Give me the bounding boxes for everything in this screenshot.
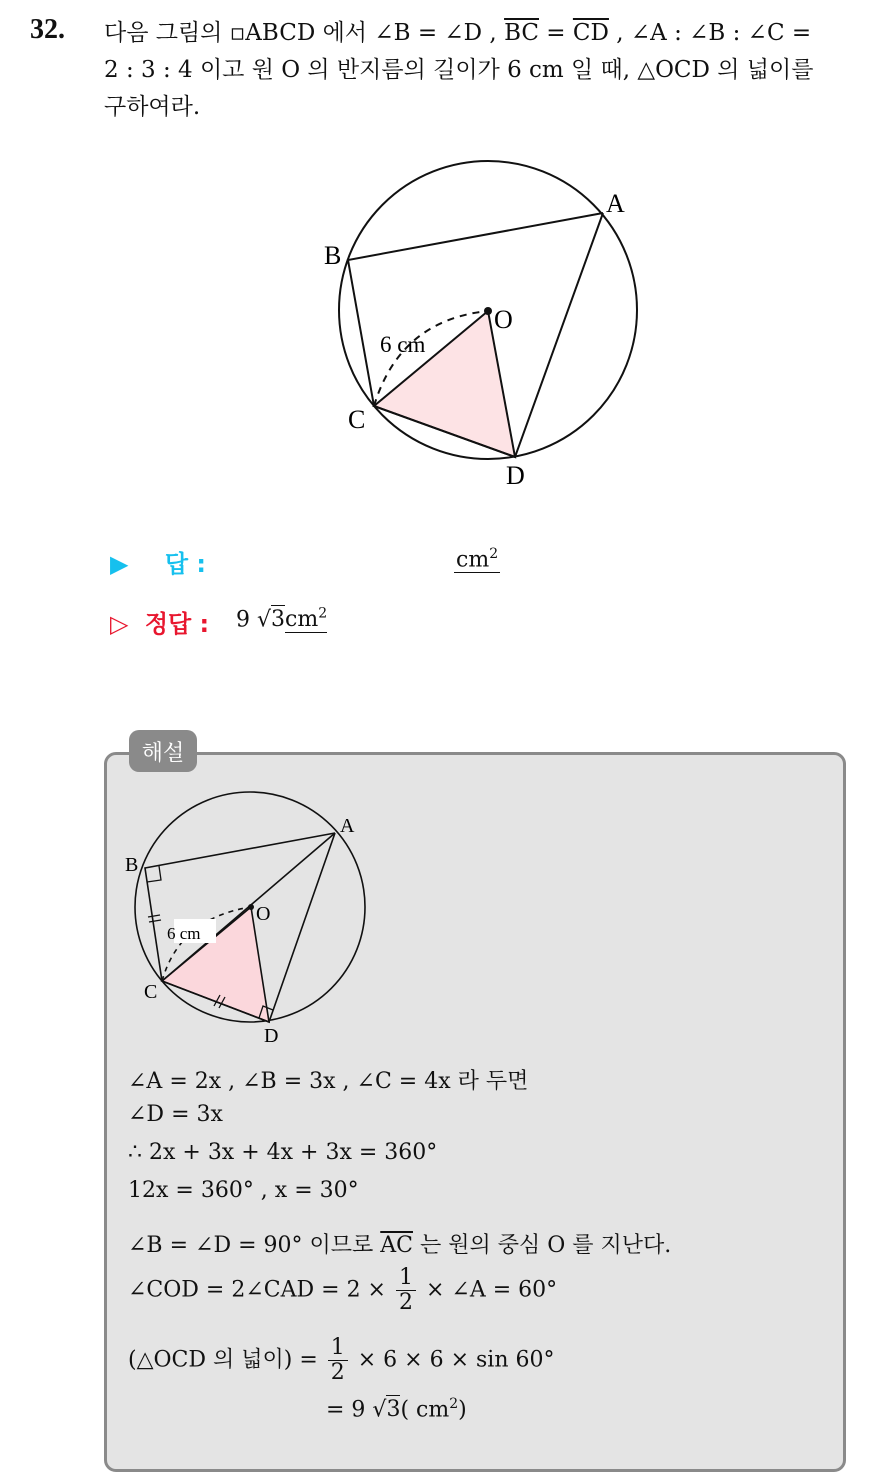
solution-label-c: C bbox=[144, 981, 158, 1003]
key-row bbox=[110, 604, 209, 639]
answer-unit-sup: 2 bbox=[489, 546, 499, 562]
solution-label-a: A bbox=[340, 815, 355, 837]
question-line-1-end: , ∠A : ∠B : ∠C = bbox=[608, 20, 812, 46]
solution-line-5-end: 는 원의 중심 O 를 지난다. bbox=[412, 1233, 672, 1258]
solution-label-o: O bbox=[256, 903, 271, 925]
center-point bbox=[484, 307, 492, 315]
solution-line-8-unit: ( cm bbox=[400, 1397, 450, 1423]
answer-label: 답 : bbox=[164, 550, 206, 578]
solution-line-6-start: ∠COD = 2∠CAD = 2 × bbox=[128, 1277, 393, 1303]
main-figure bbox=[310, 150, 670, 495]
label-c: C bbox=[348, 405, 366, 434]
answer-unit-blank[interactable] bbox=[454, 546, 500, 573]
segment-bc: $\overline{BC}$ bbox=[504, 20, 539, 46]
solution-line-8-close: ) bbox=[458, 1397, 467, 1423]
solution-label-radius: 6 cm bbox=[167, 924, 201, 943]
segment-cd: $\overline{CD}$ bbox=[572, 20, 609, 46]
question-line-1 bbox=[104, 15, 864, 52]
solution-line-7 bbox=[128, 1336, 555, 1385]
label-o: O bbox=[494, 305, 513, 334]
fraction-half-2 bbox=[328, 1336, 348, 1385]
label-radius: 6 cm bbox=[380, 332, 426, 357]
solution-line-7-start: (△OCD 의 넓이) = bbox=[128, 1347, 325, 1373]
equals-sign: = bbox=[539, 20, 573, 46]
solution-line-5-start: ∠B = ∠D = 90° 이므로 bbox=[128, 1233, 381, 1258]
solution-label-d: D bbox=[264, 1025, 279, 1047]
fraction-2-numerator: 1 bbox=[328, 1336, 348, 1361]
right-angle-mark-b bbox=[147, 866, 161, 882]
fraction-1-denominator: 2 bbox=[399, 1290, 413, 1315]
label-a: A bbox=[606, 189, 625, 218]
outline-play-icon: ▷ bbox=[110, 610, 129, 638]
question-text bbox=[104, 15, 864, 126]
key-value-coef: 9 √ bbox=[236, 607, 272, 633]
label-b: B bbox=[324, 241, 342, 270]
key-value bbox=[236, 606, 327, 632]
key-unit bbox=[285, 607, 327, 633]
solution-line-5 bbox=[128, 1228, 671, 1259]
segment-ac: $\overline{AC}$ bbox=[380, 1233, 413, 1258]
question-line-3: 구하여라. bbox=[104, 94, 201, 120]
key-value-radicand: 3 bbox=[271, 607, 286, 633]
key-label: 정답 : bbox=[144, 610, 210, 638]
solution-line-8-sup: 2 bbox=[449, 1396, 459, 1412]
solution-line-1: ∠A = 2x , ∠B = 3x , ∠C = 4x 라 두면 bbox=[128, 1069, 529, 1094]
solution-tab: 해설 bbox=[129, 730, 197, 772]
fraction-1-numerator: 1 bbox=[396, 1266, 416, 1291]
answer-row bbox=[110, 544, 206, 579]
question-line-1-start: 다음 그림의 ▫ABCD 에서 ∠B = ∠D , bbox=[104, 20, 505, 46]
solution-figure bbox=[114, 782, 384, 1052]
solution-line-2: ∠D = 3x bbox=[128, 1102, 223, 1127]
solution-line-6 bbox=[128, 1266, 557, 1315]
answer-unit: cm bbox=[456, 547, 490, 573]
fraction-half-1 bbox=[396, 1266, 416, 1315]
solution-line-4: 12x = 360° , x = 30° bbox=[128, 1178, 359, 1203]
key-unit-text: cm bbox=[285, 607, 319, 633]
key-unit-sup: 2 bbox=[318, 606, 328, 622]
solution-line-8-radicand: 3 bbox=[386, 1397, 401, 1423]
solution-line-8 bbox=[326, 1396, 467, 1422]
tick-bc-2 bbox=[149, 920, 161, 922]
tick-bc-1 bbox=[148, 915, 160, 917]
question-number: 32. bbox=[30, 14, 65, 45]
solution-line-7-end: × 6 × 6 × sin 60° bbox=[350, 1347, 555, 1373]
label-d: D bbox=[506, 461, 525, 490]
solution-label-b: B bbox=[125, 854, 139, 876]
solution-line-6-end: × ∠A = 60° bbox=[419, 1277, 558, 1303]
solution-line-8-start: = 9 √ bbox=[326, 1397, 387, 1423]
solution-center-point bbox=[248, 904, 254, 910]
fraction-2-denominator: 2 bbox=[330, 1360, 345, 1385]
play-icon: ▶ bbox=[110, 550, 129, 578]
solution-line-3: ∴ 2x + 3x + 4x + 3x = 360° bbox=[128, 1140, 438, 1165]
question-line-2: 2 : 3 : 4 이고 원 O 의 반지름의 길이가 6 cm 일 때, △OCD 의 넓이를 bbox=[104, 57, 814, 83]
